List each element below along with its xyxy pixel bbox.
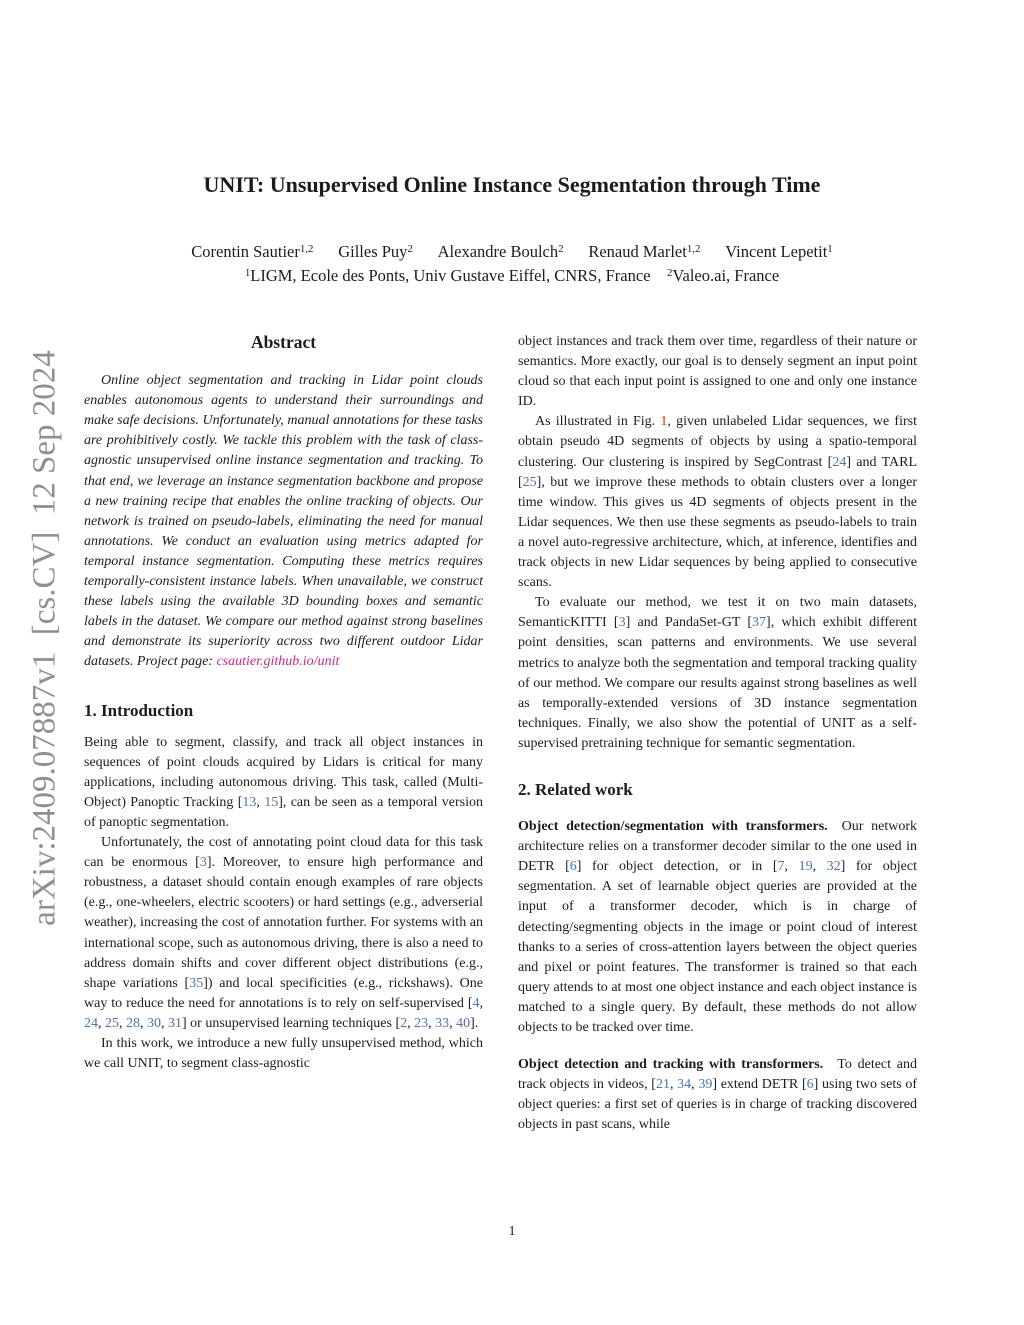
bold-lead-in: Object detection and tracking with transformers. (518, 1057, 824, 1073)
text-run: ] or unsupervised learning techniques [ (182, 1015, 401, 1031)
page-number: 1 (508, 1224, 516, 1239)
citation-link[interactable]: 15 (264, 794, 279, 810)
citation-link[interactable]: 40 (456, 1015, 471, 1031)
text-run: , given unlabeled Lidar sequences, we first obtain pseudo 4D segments of objects by using a spatio-temporal clustering. Our clustering is inspired by SegContrast [ (518, 414, 917, 470)
text-run: Unfortunately, the cost of annotating point cloud data for this task can be enormous [ (84, 835, 483, 871)
superscript: 2 (558, 243, 564, 256)
text-run: In this work, we introduce a new fully unsupervised method, which we call UNIT, to segment class-agnostic (84, 1036, 483, 1072)
text-run: Vincent Lepetit (700, 242, 828, 261)
text-run: , (812, 859, 827, 875)
text-run: Valeo.ai, France (672, 266, 780, 285)
citation-link[interactable]: 28 (126, 1015, 140, 1031)
citation-link[interactable]: 25 (105, 1015, 119, 1031)
left-column (84, 332, 483, 1074)
text-run: ] and PandaSet-GT [ (625, 615, 753, 631)
citation-link[interactable]: 6 (806, 1077, 814, 1093)
superscript: 1,2 (686, 243, 701, 256)
paragraph (518, 412, 917, 593)
text-run: ], can be seen as a temporal version of panoptic segmentation. (84, 794, 484, 830)
author-line (0, 240, 1024, 266)
text-run: Alexandre Boulch (412, 242, 559, 261)
paragraph (518, 817, 917, 1038)
superscript: 1 (827, 243, 833, 256)
citation-link[interactable]: 32 (826, 859, 841, 875)
citation-link[interactable]: 25 (522, 474, 537, 490)
superscript: 1 (244, 267, 251, 280)
text-run: ], but we improve these methods to obtain clusters over a longer time window. This gives us 4D segments of objects present in the Lidar sequences. We then use these segments as pseudo-labels to train a novel auto-regressive architecture, which, at inference, identifies and track objects in new Lidar sequences by being applied to consecutive scans. (518, 474, 917, 591)
abstract-text (84, 371, 483, 672)
text-run: ], which exhibit different point densities, scan patterns and environments. We use several metrics to analyze both the segmentation and temporal tracking quality of our method. We compare our results against strong baselines as well as temporally-extended versions of 3D instance segmentation techniques. Finally, we also show the potential of UNIT as a self-supervised pretraining technique for semantic segmentation. (518, 615, 918, 751)
citation-link[interactable]: 24 (832, 454, 847, 470)
superscript: 2 (407, 243, 413, 256)
bold-lead-in: Object detection/segmentation with transformers. (518, 819, 828, 835)
project-page-link[interactable]: csautier.github.io/unit (216, 654, 340, 670)
citation-link[interactable]: 39 (698, 1077, 713, 1093)
text-run: Being able to segment, classify, and track all object instances in sequences of point clouds acquired by Lidars is critical for many applications, including autonomous driving. This task, called (Multi-Object) Panoptic Tracking [ (84, 734, 483, 810)
text-run: ]) and local specificities (e.g., rickshaws). One way to reduce the need for annotations is to rely on self-supervised [ (84, 975, 483, 1011)
paper-title: UNIT: Unsupervised Online Instance Segmentation through Time (203, 172, 821, 197)
text-run: ]. (470, 1015, 479, 1031)
section-heading-related-work: 2. Related work (518, 779, 633, 799)
text-run: , (140, 1015, 147, 1031)
text-run: , (98, 1015, 105, 1031)
right-column (518, 332, 917, 1135)
citation-link[interactable]: 19 (798, 859, 813, 875)
citation-link[interactable]: 3 (199, 855, 207, 871)
affiliation-line (0, 264, 1024, 290)
text-run: , (691, 1077, 699, 1093)
superscript: 2 (666, 267, 673, 280)
citation-link[interactable]: 33 (435, 1015, 450, 1031)
text-run: Online object segmentation and tracking in Lidar point clouds enables autonomous agents to understand their surroundings and make safe decisions. Unfortunately, manual annotations for these tasks are prohibitively costly. We tackle this problem with the task of class-agnostic unsupervised online instance segmentation and tracking. To that end, we leverage an instance segmentation backbone and propose a new training recipe that enables the online tracking of objects. Our network is trained on pseudo-labels, eliminating the need for manual annotations. We conduct an evaluation using metrics adapted for temporal instance segmentation. Computing these metrics requires temporally-consistent instance labels. When unavailable, we construct these labels using the available 3D bounding boxes and semantic labels in the dataset. We compare our method against strong baselines and demonstrate its superiority across two different outdoor Lidar datasets. Project page: (84, 373, 483, 670)
text-run: Our network architecture relies on a transformer decoder similar to the one used in DETR [ (518, 819, 917, 875)
citation-link[interactable]: 2 (400, 1015, 408, 1031)
text-run: To detect and track objects in videos, [ (518, 1057, 917, 1093)
citation-link[interactable]: 35 (189, 975, 204, 991)
figure-reference-link[interactable]: 1 (660, 414, 668, 430)
text-run: , (161, 1015, 168, 1031)
text-run: , (669, 1077, 678, 1093)
citation-link[interactable]: 6 (569, 859, 577, 875)
text-run: ] for object segmentation. A set of learnable object queries are provided at the input of a transformer decoder, which is in charge of detecting/segmenting objects in the image or point cloud of interest thanks to a series of cross-attention layers between the object queries and pixel or point features. The transformer is trained so that each query attends to at most one object instance and each object instance is matched to a single query. By default, these methods do not allow objects to be tracked over time. (518, 859, 917, 1035)
text-run: , (479, 995, 483, 1011)
paragraph (518, 1055, 917, 1135)
text-run: ] using two sets of object queries: a first set of queries is in charge of tracking discovered objects in past scans, while (518, 1077, 918, 1133)
text-run: Renaud Marlet (563, 242, 687, 261)
superscript: 1,2 (299, 243, 314, 256)
text-run: LIGM, Ecole des Ponts, Univ Gustave Eiffel, CNRS, France (250, 266, 651, 285)
citation-link[interactable]: 24 (84, 1015, 98, 1031)
citation-link[interactable]: 30 (147, 1015, 161, 1031)
text-run (650, 266, 667, 285)
citation-link[interactable]: 23 (414, 1015, 429, 1031)
text-run: ] for object detection, or in [ (576, 859, 778, 875)
text-run: ]. Moreover, to ensure high performance and robustness, a dataset should contain enough examples of rare objects (e.g., one-wheelers, electric scooters) or hard settings (e.g., adverserial weather), increasing the cost of annotation further. For systems with an international scope, such as autonomous driving, there is also a need to address domain shifts and cover different object distributions (e.g., shape variations [ (84, 855, 483, 991)
text-run: ] extend DETR [ (712, 1077, 807, 1093)
text-run: Gilles Puy (313, 242, 408, 261)
arxiv-watermark: arXiv:2409.07887v1 [cs.CV] 12 Sep 2024 (26, 350, 63, 926)
text-run: , (428, 1015, 436, 1031)
text-run: ] and TARL [ (518, 454, 917, 490)
text-run: Corentin Sautier (191, 242, 300, 261)
text-run: , (784, 859, 799, 875)
paragraph (84, 1034, 483, 1074)
text-run: , (449, 1015, 457, 1031)
citation-link[interactable]: 13 (242, 794, 257, 810)
paragraph (518, 332, 917, 412)
citation-link[interactable]: 37 (752, 615, 767, 631)
text-run: , (407, 1015, 415, 1031)
section-heading-introduction: 1. Introduction (84, 700, 194, 720)
text-run: , (256, 794, 265, 810)
abstract-heading: Abstract (250, 332, 317, 352)
citation-link[interactable]: 31 (168, 1015, 182, 1031)
citation-link[interactable]: 21 (655, 1077, 670, 1093)
paragraph (84, 833, 483, 1034)
text-run: To evaluate our method, we test it on two main datasets, SemanticKITTI [ (518, 595, 917, 631)
paragraph (518, 593, 917, 754)
text-run: As illustrated in Fig. (535, 414, 661, 430)
citation-link[interactable]: 3 (618, 615, 626, 631)
citation-link[interactable]: 34 (677, 1077, 692, 1093)
text-run: object instances and track them over time, regardless of their nature or semantics. More exactly, our goal is to densely segment an input point cloud so that each input point is assigned to one and only one instance ID. (518, 334, 917, 410)
paragraph (84, 733, 483, 833)
text-run: , (119, 1015, 126, 1031)
citation-link[interactable]: 4 (472, 995, 480, 1011)
citation-link[interactable]: 7 (777, 859, 785, 875)
